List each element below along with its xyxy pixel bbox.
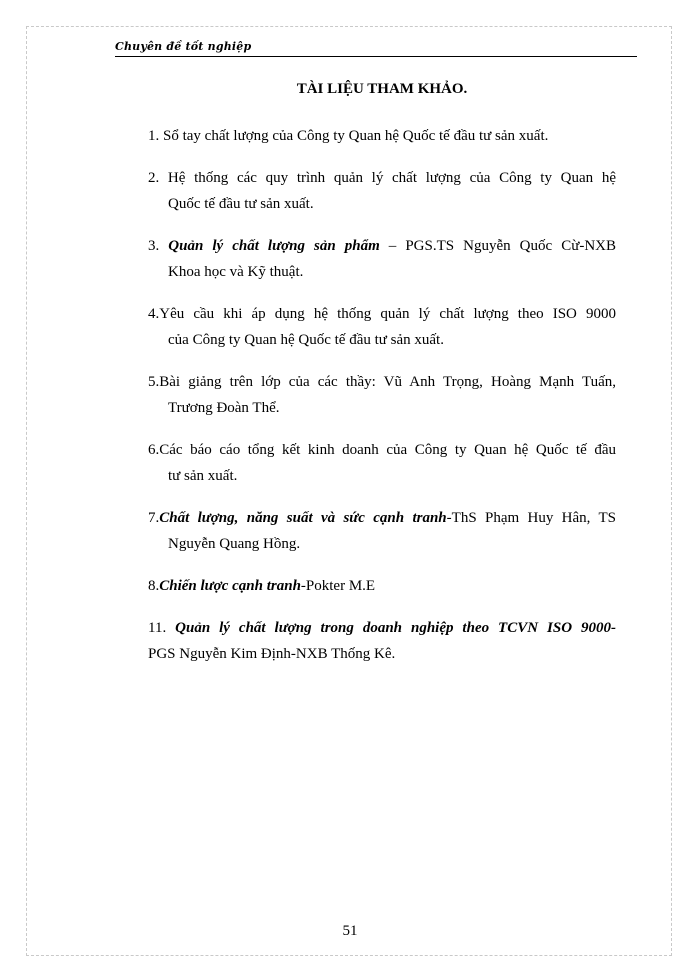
reference-text-continued: Trương Đoàn Thể.	[168, 400, 280, 416]
reference-item-1	[148, 123, 616, 149]
references-title: TÀI LIỆU THAM KHẢO.	[296, 81, 468, 97]
reference-item-6	[148, 437, 616, 489]
reference-item-5	[148, 369, 616, 421]
reference-number: 8.	[148, 578, 160, 594]
reference-author: -Pokter M.E	[300, 578, 376, 594]
reference-text	[148, 505, 616, 531]
reference-number: 11.	[148, 620, 176, 636]
reference-text-continued: Quốc tế đầu tư sản xuất.	[168, 196, 314, 212]
reference-text: 5.Bài giảng trên lớp của các thầy: Vũ Anh Trọng, Hoàng Mạnh Tuấn,	[148, 374, 616, 390]
reference-text: 6.Các báo cáo tổng kết kinh doanh của Công ty Quan hệ Quốc tế đầu	[148, 442, 616, 458]
reference-item-8	[148, 573, 616, 599]
reference-text	[148, 615, 616, 641]
reference-item-11	[148, 615, 616, 667]
reference-text-continued: Khoa học và Kỹ thuật.	[168, 264, 304, 280]
reference-item-3	[148, 233, 616, 285]
reference-number: 3.	[148, 238, 169, 254]
reference-text: 1. Sổ tay chất lượng của Công ty Quan hệ Quốc tế đầu tư sản xuất.	[148, 128, 549, 144]
reference-item-4	[148, 301, 616, 353]
reference-item-7	[148, 505, 616, 557]
reference-item-2	[148, 165, 616, 217]
running-header	[115, 40, 637, 57]
reference-book-title: Quản lý chất lượng trong doanh nghiệp theo TCVN ISO 9000	[175, 620, 611, 636]
reference-text-continued: PGS Nguyễn Kim Định-NXB Thống Kê.	[148, 646, 396, 662]
page-number: 51	[342, 923, 358, 939]
reference-text-continued: tư sản xuất.	[168, 468, 238, 484]
reference-text: 4.Yêu cầu khi áp dụng hệ thống quản lý chất lượng theo ISO 9000	[148, 306, 616, 322]
reference-text	[148, 573, 616, 599]
reference-text-continued: của Công ty Quan hệ Quốc tế đầu tư sản xuất.	[168, 332, 444, 348]
reference-author: -ThS Phạm Huy Hân, TS	[446, 510, 616, 526]
running-header-text: Chuyên đề tốt nghiệp	[115, 40, 252, 53]
reference-author: – PGS.TS Nguyễn Quốc Cừ-NXB	[379, 238, 617, 254]
reference-list	[148, 123, 616, 683]
reference-text-continued: Nguyễn Quang Hồng.	[168, 536, 301, 552]
reference-dash: -	[610, 620, 616, 636]
reference-text: 2. Hệ thống các quy trình quản lý chất lượng của Công ty Quan hệ	[148, 170, 616, 186]
reference-book-title: Chất lượng, năng suất và sức cạnh tranh	[159, 510, 447, 526]
reference-text	[148, 233, 616, 259]
reference-number: 7.	[148, 510, 160, 526]
reference-book-title: Chiến lược cạnh tranh	[159, 578, 301, 594]
reference-book-title: Quản lý chất lượng sản phẩm	[168, 238, 380, 254]
